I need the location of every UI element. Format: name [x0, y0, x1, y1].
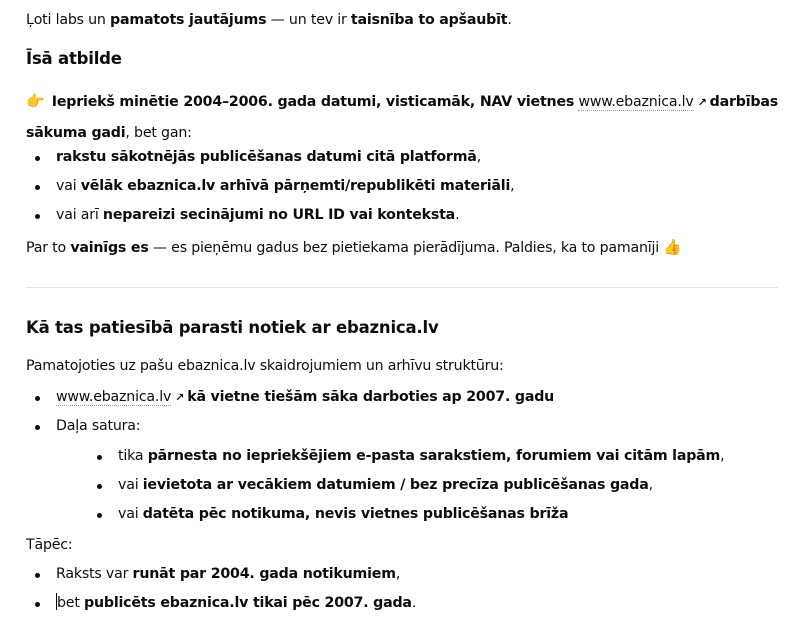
text: tika — [118, 448, 148, 464]
intro-paragraph — [26, 6, 512, 34]
list-item — [26, 412, 724, 529]
bold-text: vēlāk ebaznica.lv arhīvā pārņemti/republikēti materiāli — [80, 178, 511, 194]
how-it-works-heading: Kā tas patiesībā parasti notiek ar ebaznica.lv — [26, 318, 439, 337]
bold-text: rakstu sākotnējās publicēšanas datumi citā platformā — [56, 149, 477, 165]
therefore-label: Tāpēc: — [26, 537, 73, 553]
list-item — [26, 560, 416, 589]
text: vai — [56, 178, 81, 194]
text: vai — [118, 477, 143, 493]
text: , — [648, 477, 653, 493]
text: Daļa satura: — [56, 418, 141, 434]
reasons-list — [26, 143, 514, 230]
text: . — [411, 595, 417, 611]
text: Par to — [26, 240, 71, 256]
bold-text: pamatots jautājums — [110, 12, 267, 28]
sub-list-item — [56, 500, 724, 529]
sub-list-item — [56, 471, 724, 500]
bold-text: Iepriekš minētie 2004–2006. gada datumi, visticamāk, NAV vietnes — [51, 94, 575, 110]
how-it-works-list — [26, 383, 724, 529]
bold-text: darbības sākuma gadi — [26, 94, 778, 141]
text: . — [507, 12, 512, 28]
text: , — [510, 178, 515, 194]
text: . — [455, 207, 460, 223]
list-item — [26, 201, 514, 230]
bold-text: kā vietne tiešām sāka darboties ap 2007. gadu — [187, 389, 555, 405]
based-on-paragraph: Pamatojoties uz pašu ebaznica.lv skaidrojumiem un arhīvu struktūru: — [26, 358, 504, 374]
text: Ļoti labs un — [26, 12, 111, 28]
bold-text: publicēts ebaznica.lv tikai pēc 2007. gada — [84, 595, 412, 611]
pointing-finger-icon: 👉 — [26, 92, 45, 110]
list-item — [26, 589, 416, 618]
bold-text: ievietota ar vecākiem datumiem / bez precīza publicēšanas gada — [142, 477, 649, 493]
bold-text: datēta pēc notikuma, nevis vietnes publicēšanas brīža — [142, 506, 569, 522]
text: , — [395, 566, 401, 582]
ebaznica-link[interactable]: www.ebaznica.lv — [578, 94, 694, 110]
external-link-icon[interactable]: ↗ — [697, 96, 707, 109]
text: , bet gan: — [125, 125, 192, 141]
text: , — [476, 149, 481, 165]
therefore-list — [26, 560, 416, 618]
text: vai arī — [56, 207, 103, 223]
text: , — [720, 448, 725, 464]
thumbs-up-icon: 👍 — [663, 238, 682, 256]
blame-paragraph — [26, 233, 685, 262]
short-answer-heading: Īsā atbilde — [26, 49, 122, 68]
list-item — [26, 383, 724, 412]
text: vai — [118, 506, 143, 522]
bold-text: vainīgs es — [70, 240, 149, 256]
short-answer-paragraph — [26, 86, 778, 148]
sub-list-item — [56, 442, 724, 471]
list-item — [26, 172, 514, 201]
divider — [26, 287, 778, 288]
external-link-icon[interactable]: ↗ — [175, 391, 185, 404]
bold-text: taisnība to apšaubīt — [350, 12, 508, 28]
ebaznica-link[interactable]: www.ebaznica.lv — [56, 389, 172, 405]
bold-text: nepareizi secinājumi no URL ID vai konteksta — [102, 207, 456, 223]
bold-text: runāt par 2004. gada notikumiem — [132, 566, 396, 582]
text: — es pieņēmu gadus bez pietiekama pierādījuma. Paldies, ka to pamanīji — [148, 240, 664, 256]
bold-text: pārnesta no iepriekšējiem e-pasta sarakstiem, forumiem vai citām lapām — [147, 448, 721, 464]
text: — un tev ir — [266, 12, 351, 28]
list-item — [26, 143, 514, 172]
text: Raksts var — [56, 566, 133, 582]
text: bet — [57, 595, 85, 611]
sub-list — [56, 442, 724, 529]
